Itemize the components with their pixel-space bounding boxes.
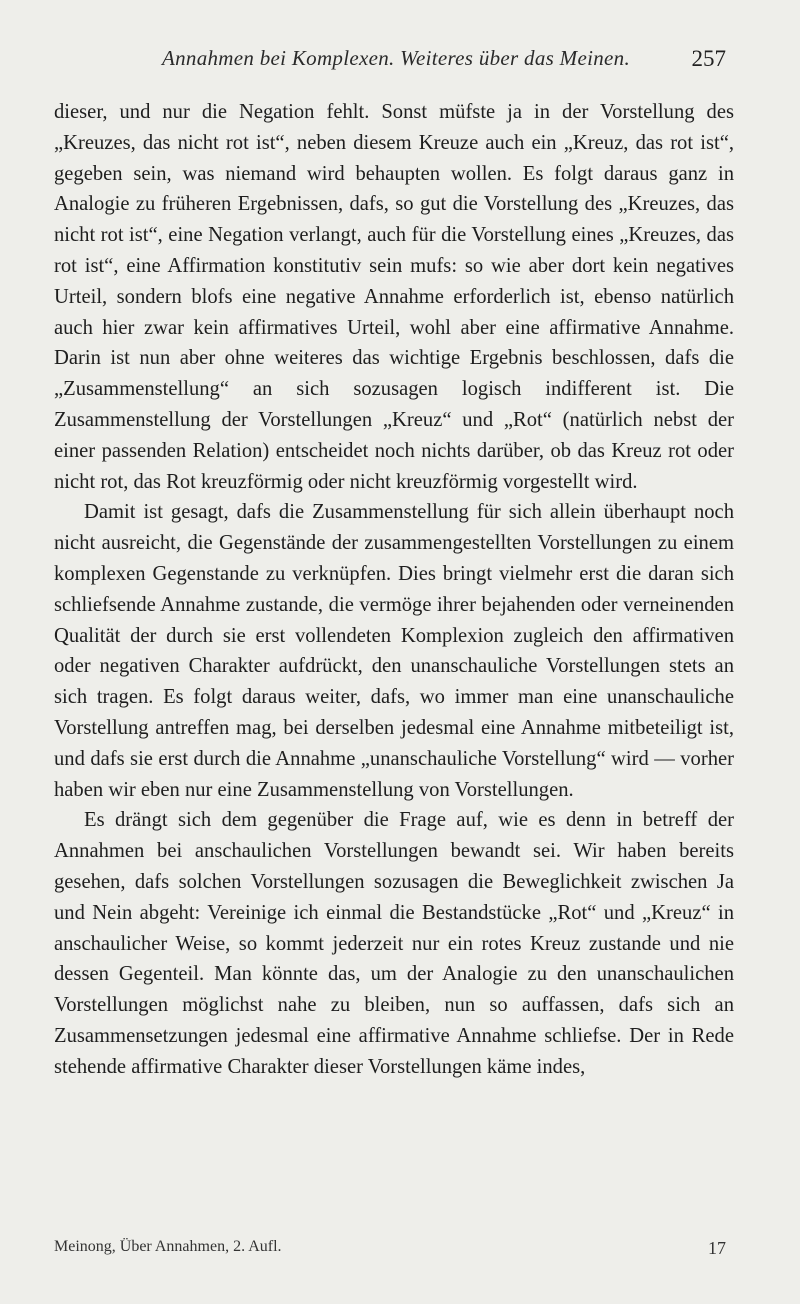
running-title: Annahmen bei Komplexen. Weiteres über das Meinen. [161,46,631,70]
paragraph: Damit ist gesagt, dafs die Zusammenstellung für sich allein überhaupt noch nicht ausreicht, die Gegenstände der zusammengestellten Vorstellungen zu einem komplexen Gegenstande zu verknüpfen. Dies bringt vielmehr erst die daran sich schliefsende Annahme zustande, die vermöge ihrer bejahenden oder verneinenden Qualität der durch sie erst vollendeten Komplexion zugleich den affirmativen oder negativen Charakter aufdrückt, den unanschauliche Vorstellungen stets an sich tragen. Es folgt daraus weiter, dafs, wo immer man eine unanschauliche Vorstellung antreffen mag, bei derselben jedesmal eine Annahme mitbeteiligt ist, und dafs sie erst durch die Annahme „unanschauliche Vorstellung“ wird — vorher haben wir eben nur eine Zusammenstellung von Vorstellungen. [54,501,734,801]
paragraph: dieser, und nur die Negation fehlt. Sonst müfste ja in der Vorstellung des „Kreuzes, das nicht rot ist“, neben diesem Kreuze auch ein „Kreuz, das rot ist“, gegeben sein, was niemand wird behaupten wollen. Es folgt daraus ganz in Analogie zu früheren Ergebnissen, dafs, so gut die Vorstellung des „Kreuzes, das nicht rot ist“, eine Negation verlangt, auch für die Vorstellung eines „Kreuzes, das rot ist“, eine Affirmation konstitutiv sein mufs: so wie aber dort kein negatives Urteil, sondern blofs eine negative Annahme erforderlich ist, ebenso natürlich auch hier zwar kein affirmatives Urteil, wohl aber eine affirmative Annahme. Darin ist nun aber ohne weiteres das wichtige Ergebnis beschlossen, dafs die „Zusammenstellung“ an sich sozusagen logisch indifferent ist. Die Zusammenstellung der Vorstellungen „Kreuz“ und „Rot“ (natürlich nebst der einer passenden Relation) entscheidet noch nichts darüber, ob das Kreuz rot oder nicht rot, das Rot kreuzförmig oder nicht kreuzförmig vorgestellt wird. [54,101,734,493]
paragraph: Es drängt sich dem gegenüber die Frage auf, wie es denn in betreff der Annahmen bei anschaulichen Vorstellungen bewandt sei. Wir haben bereits gesehen, dafs solchen Vorstellungen sozusagen die Beweglichkeit zwischen Ja und Nein abgeht: Vereinige ich einmal die Bestandstücke „Rot“ und „Kreuz“ in anschaulicher Weise, so kommt jederzeit nur ein rotes Kreuz zustande und nie dessen Gegenteil. Man könnte das, um der Analogie zu den unanschaulichen Vorstellungen möglichst nahe zu bleiben, nun so auffassen, dafs sich an Zusammensetzungen jedesmal eine affirmative Annahme schliefse. Der in Rede stehende affirmative Charakter dieser Vorstellungen käme indes, [54,809,734,1078]
body-text [54,97,734,1083]
running-head [66,46,726,76]
footer-note: Meinong, Über Annahmen, 2. Aufl. [54,1238,282,1255]
signature-mark: 17 [708,1238,726,1258]
page-number: 257 [691,46,726,71]
page-footer [54,1238,726,1262]
